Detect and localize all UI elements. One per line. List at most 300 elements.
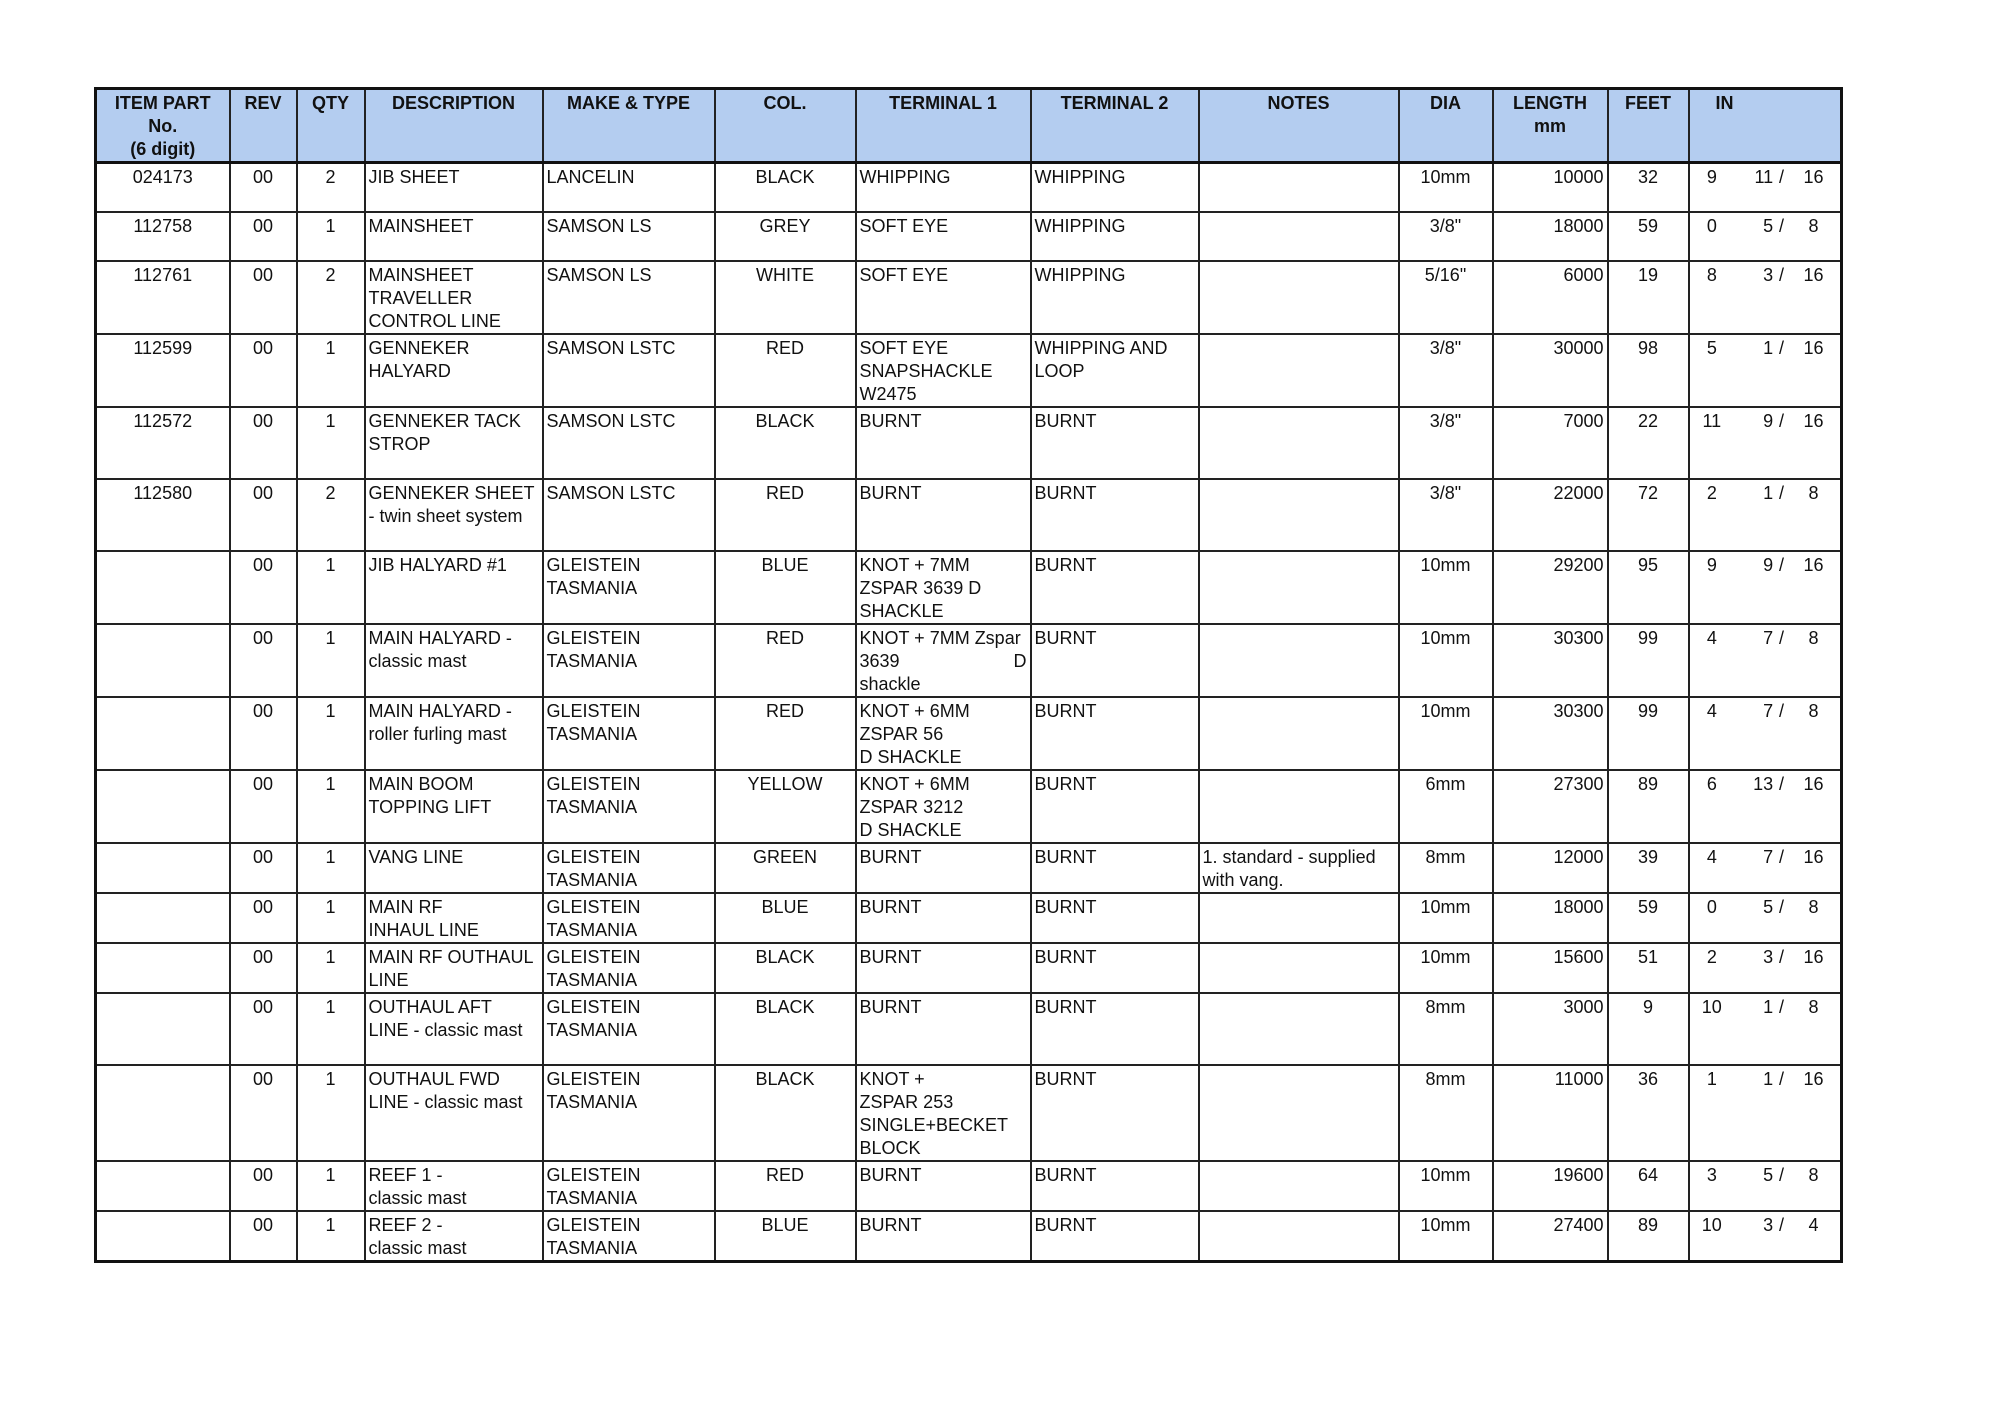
inches-cell xyxy=(1689,770,1842,843)
qty-cell: 1 xyxy=(297,1161,365,1211)
cell-line: ZSPAR 3639 D xyxy=(859,577,982,598)
inches-denominator: 8 xyxy=(1808,896,1819,917)
part-number-cell: 112761 xyxy=(96,261,230,334)
cell-line: KNOT + 6MM xyxy=(859,700,970,721)
cell-line: MAIN HALYARD - xyxy=(368,700,512,721)
cell-line: BURNT xyxy=(1034,846,1097,867)
fraction-slash: / xyxy=(1779,1164,1785,1185)
dia-cell: 8mm xyxy=(1399,993,1493,1065)
length-mm-cell: 30000 xyxy=(1493,334,1608,407)
header-rev: REV xyxy=(230,89,297,163)
terminal-1-cell xyxy=(856,993,1031,1065)
header-row xyxy=(96,89,1842,163)
description-cell xyxy=(365,261,543,334)
cell-line: GLEISTEIN xyxy=(546,627,641,648)
cell-line: BURNT xyxy=(859,482,922,503)
description-cell xyxy=(365,334,543,407)
terminal-1-cell xyxy=(856,261,1031,334)
inches-fraction xyxy=(1693,946,1838,969)
rev-cell: 00 xyxy=(230,624,297,697)
inches-numerator: 13 xyxy=(1753,773,1774,794)
feet-cell: 59 xyxy=(1608,893,1689,943)
terminal-1-cell xyxy=(856,843,1031,893)
qty-cell: 1 xyxy=(297,1211,365,1262)
length-mm-cell: 11000 xyxy=(1493,1065,1608,1161)
part-number-cell xyxy=(96,1065,230,1161)
fraction-slash: / xyxy=(1779,167,1785,187)
inches-fraction xyxy=(1693,846,1838,869)
make-type-cell xyxy=(543,1161,715,1211)
inches-cell xyxy=(1689,407,1842,479)
terminal-1-cell xyxy=(856,163,1031,212)
fraction-slash: / xyxy=(1779,700,1785,721)
cell-line: REEF 2 - xyxy=(368,1214,443,1235)
fraction-slash: / xyxy=(1779,264,1785,285)
cell-line: SNAPSHACKLE xyxy=(859,360,993,381)
inches-whole: 10 xyxy=(1701,996,1722,1017)
cell-line: MAIN HALYARD - xyxy=(368,627,512,648)
cell-line: GLEISTEIN xyxy=(546,896,641,917)
fraction-slash: / xyxy=(1779,946,1785,967)
table-row xyxy=(96,212,1842,261)
cell-line: LINE xyxy=(368,969,409,990)
length-mm-cell: 3000 xyxy=(1493,993,1608,1065)
part-number-cell: 112758 xyxy=(96,212,230,261)
inches-cell xyxy=(1689,1161,1842,1211)
table-row xyxy=(96,479,1842,551)
cell-line: BURNT xyxy=(859,896,922,917)
inches-denominator: 16 xyxy=(1803,264,1824,285)
terminal-1-cell xyxy=(856,893,1031,943)
inches-whole: 11 xyxy=(1702,410,1722,431)
make-type-cell xyxy=(543,163,715,212)
inches-cell xyxy=(1689,551,1842,624)
inches-denominator: 16 xyxy=(1803,773,1824,794)
cell-line: BLOCK xyxy=(859,1137,921,1158)
feet-cell: 89 xyxy=(1608,1211,1689,1262)
inches-cell xyxy=(1689,943,1842,993)
notes-cell xyxy=(1199,261,1399,334)
make-type-cell xyxy=(543,770,715,843)
terminal-2-cell xyxy=(1031,697,1199,770)
feet-cell: 32 xyxy=(1608,163,1689,212)
length-mm-cell: 6000 xyxy=(1493,261,1608,334)
cell-line: VANG LINE xyxy=(368,846,464,867)
cell-line: SAMSON LSTC xyxy=(546,337,676,358)
cell-line: SHACKLE xyxy=(859,600,944,621)
cell-line: TASMANIA xyxy=(546,969,638,990)
inches-numerator: 7 xyxy=(1763,846,1774,867)
description-cell xyxy=(365,407,543,479)
cell-line: GLEISTEIN xyxy=(546,846,641,867)
terminal-2-cell xyxy=(1031,993,1199,1065)
dia-cell: 10mm xyxy=(1399,163,1493,212)
header-feet: FEET xyxy=(1608,89,1689,163)
terminal-1-cell xyxy=(856,334,1031,407)
cell-line: OUTHAUL FWD xyxy=(368,1068,500,1089)
inches-denominator: 16 xyxy=(1803,410,1824,431)
terminal-1-cell xyxy=(856,1211,1031,1262)
inches-cell xyxy=(1689,624,1842,697)
inches-denominator: 16 xyxy=(1803,554,1824,575)
make-type-cell xyxy=(543,893,715,943)
rev-cell: 00 xyxy=(230,993,297,1065)
inches-cell xyxy=(1689,479,1842,551)
cell-line: GENNEKER xyxy=(368,337,470,358)
inches-denominator: 16 xyxy=(1803,946,1824,967)
inches-cell xyxy=(1689,893,1842,943)
description-cell xyxy=(365,1211,543,1262)
description-cell xyxy=(365,163,543,212)
part-number-cell xyxy=(96,993,230,1065)
cell-line: D SHACKLE xyxy=(859,819,962,840)
make-type-cell xyxy=(543,993,715,1065)
part-number-cell: 112599 xyxy=(96,334,230,407)
colour-cell: RED xyxy=(715,479,856,551)
cell-line: WHIPPING xyxy=(1034,167,1126,187)
description-cell xyxy=(365,1161,543,1211)
inches-denominator: 16 xyxy=(1803,167,1824,187)
feet-cell: 98 xyxy=(1608,334,1689,407)
dia-cell: 10mm xyxy=(1399,1211,1493,1262)
notes-cell xyxy=(1199,1065,1399,1161)
dia-cell: 10mm xyxy=(1399,697,1493,770)
cell-line: REEF 1 - xyxy=(368,1164,443,1185)
fraction-slash: / xyxy=(1779,896,1785,917)
feet-cell: 19 xyxy=(1608,261,1689,334)
table-row xyxy=(96,770,1842,843)
inches-denominator: 8 xyxy=(1808,1164,1819,1185)
inches-numerator: 5 xyxy=(1763,896,1774,917)
notes-cell xyxy=(1199,479,1399,551)
inches-numerator: 1 xyxy=(1763,996,1774,1017)
inches-denominator: 8 xyxy=(1808,996,1819,1017)
terminal-2-cell xyxy=(1031,212,1199,261)
terminal-2-cell xyxy=(1031,261,1199,334)
header-description: DESCRIPTION xyxy=(365,89,543,163)
colour-cell: RED xyxy=(715,1161,856,1211)
cell-line: BURNT xyxy=(859,1214,922,1235)
colour-cell: BLUE xyxy=(715,1211,856,1262)
inches-denominator: 16 xyxy=(1803,337,1824,358)
cell-line: JIB SHEET xyxy=(368,167,460,187)
length-mm-cell: 22000 xyxy=(1493,479,1608,551)
part-number-cell xyxy=(96,770,230,843)
cell-line: TASMANIA xyxy=(546,1237,638,1258)
rev-cell: 00 xyxy=(230,1065,297,1161)
rev-cell: 00 xyxy=(230,407,297,479)
fraction-slash: / xyxy=(1779,846,1785,867)
inches-whole: 5 xyxy=(1706,337,1717,358)
inches-whole: 4 xyxy=(1706,700,1717,721)
inches-fraction xyxy=(1693,337,1838,360)
description-cell xyxy=(365,893,543,943)
rev-cell: 00 xyxy=(230,261,297,334)
cell-line: ZSPAR 56 xyxy=(859,723,944,744)
length-mm-cell: 27400 xyxy=(1493,1211,1608,1262)
terminal-1-cell xyxy=(856,770,1031,843)
description-cell xyxy=(365,1065,543,1161)
inches-cell xyxy=(1689,334,1842,407)
inches-whole: 6 xyxy=(1706,773,1717,794)
cell-line: SINGLE+BECKET xyxy=(859,1114,1009,1135)
notes-cell xyxy=(1199,843,1399,893)
inches-whole: 4 xyxy=(1706,627,1717,648)
header-length: LENGTH mm xyxy=(1493,89,1608,163)
colour-cell: RED xyxy=(715,697,856,770)
make-type-cell xyxy=(543,624,715,697)
cell-line: BURNT xyxy=(859,946,922,967)
cell-line: ZSPAR 3212 xyxy=(859,796,964,817)
qty-cell: 1 xyxy=(297,551,365,624)
inches-denominator: 8 xyxy=(1808,627,1819,648)
part-number-cell xyxy=(96,697,230,770)
header-dia: DIA xyxy=(1399,89,1493,163)
inches-cell xyxy=(1689,1211,1842,1262)
cell-line: BURNT xyxy=(859,846,922,867)
fraction-slash: / xyxy=(1779,410,1785,431)
cell-line: BURNT xyxy=(1034,554,1097,575)
cell-line: 1. standard - supplied xyxy=(1202,846,1376,867)
cell-line: classic mast xyxy=(368,1237,467,1258)
qty-cell: 2 xyxy=(297,261,365,334)
make-type-cell xyxy=(543,943,715,993)
terminal-1-cell xyxy=(856,551,1031,624)
cell-line: SAMSON LSTC xyxy=(546,410,676,431)
inches-numerator: 11 xyxy=(1754,167,1774,187)
colour-cell: BLACK xyxy=(715,993,856,1065)
cell-line: GLEISTEIN xyxy=(546,554,641,575)
inches-denominator: 8 xyxy=(1808,700,1819,721)
inches-numerator: 1 xyxy=(1763,482,1774,503)
cell-line: ZSPAR 253 xyxy=(859,1091,954,1112)
feet-cell: 64 xyxy=(1608,1161,1689,1211)
cell-line: TASMANIA xyxy=(546,1187,638,1208)
length-mm-cell: 18000 xyxy=(1493,893,1608,943)
terminal-2-cell xyxy=(1031,770,1199,843)
dia-cell: 8mm xyxy=(1399,843,1493,893)
part-number-cell xyxy=(96,624,230,697)
part-number-cell: 112572 xyxy=(96,407,230,479)
inches-numerator: 1 xyxy=(1763,1068,1774,1089)
header-col: COL. xyxy=(715,89,856,163)
inches-fraction xyxy=(1693,264,1838,287)
cell-line: WHIPPING xyxy=(1034,264,1126,285)
make-type-cell xyxy=(543,261,715,334)
cell-line: SAMSON LS xyxy=(546,264,652,285)
cell-line: INHAUL LINE xyxy=(368,919,479,940)
dia-cell: 5/16" xyxy=(1399,261,1493,334)
inches-whole: 8 xyxy=(1706,264,1717,285)
dia-cell: 3/8" xyxy=(1399,334,1493,407)
cell-line: GLEISTEIN xyxy=(546,700,641,721)
cell-line: classic mast xyxy=(368,1187,467,1208)
table-row xyxy=(96,163,1842,212)
cell-line: KNOT + 7MM xyxy=(859,554,970,575)
rev-cell: 00 xyxy=(230,334,297,407)
colour-cell: BLACK xyxy=(715,407,856,479)
cell-line: CONTROL LINE xyxy=(368,310,501,331)
inches-whole: 3 xyxy=(1706,1164,1717,1185)
inches-whole: 1 xyxy=(1706,1068,1717,1089)
cell-line: TASMANIA xyxy=(546,723,638,744)
cell-line: SOFT EYE xyxy=(859,264,949,285)
description-cell xyxy=(365,843,543,893)
table-row xyxy=(96,407,1842,479)
terminal-1-cell xyxy=(856,407,1031,479)
dia-cell: 10mm xyxy=(1399,624,1493,697)
cell-line: WHIPPING xyxy=(1034,215,1126,236)
cell-line: LINE - classic mast xyxy=(368,1019,523,1040)
header-item-part: ITEM PART No. (6 digit) xyxy=(96,89,230,163)
inches-denominator: 4 xyxy=(1808,1214,1819,1235)
inches-cell xyxy=(1689,212,1842,261)
cell-line: BURNT xyxy=(1034,773,1097,794)
inches-whole: 0 xyxy=(1706,215,1717,236)
inches-whole: 10 xyxy=(1701,1214,1722,1235)
description-cell xyxy=(365,697,543,770)
inches-fraction xyxy=(1693,773,1838,796)
rev-cell: 00 xyxy=(230,770,297,843)
terminal-2-cell xyxy=(1031,1065,1199,1161)
make-type-cell xyxy=(543,697,715,770)
cell-line: BURNT xyxy=(1034,1164,1097,1185)
cell-line: BURNT xyxy=(859,996,922,1017)
make-type-cell xyxy=(543,407,715,479)
inches-whole: 0 xyxy=(1706,896,1717,917)
table-row xyxy=(96,993,1842,1065)
cell-line: GLEISTEIN xyxy=(546,946,641,967)
terminal-2-cell xyxy=(1031,893,1199,943)
dia-cell: 10mm xyxy=(1399,893,1493,943)
rev-cell: 00 xyxy=(230,551,297,624)
dia-cell: 10mm xyxy=(1399,1161,1493,1211)
cell-line: MAINSHEET xyxy=(368,215,474,236)
cell-line: GLEISTEIN xyxy=(546,1068,641,1089)
terminal-2-cell xyxy=(1031,551,1199,624)
rev-cell: 00 xyxy=(230,212,297,261)
colour-cell: WHITE xyxy=(715,261,856,334)
colour-cell: BLACK xyxy=(715,163,856,212)
length-mm-cell: 10000 xyxy=(1493,163,1608,212)
length-mm-cell: 30300 xyxy=(1493,697,1608,770)
fraction-slash: / xyxy=(1779,1068,1785,1089)
fraction-slash: / xyxy=(1779,337,1785,358)
feet-cell: 99 xyxy=(1608,697,1689,770)
qty-cell: 1 xyxy=(297,624,365,697)
notes-cell xyxy=(1199,163,1399,212)
cell-line: WHIPPING xyxy=(859,167,951,187)
length-mm-cell: 12000 xyxy=(1493,843,1608,893)
cell-line: with vang. xyxy=(1202,869,1284,890)
part-number-cell xyxy=(96,893,230,943)
inches-numerator: 3 xyxy=(1763,946,1774,967)
description-cell xyxy=(365,770,543,843)
rev-cell: 00 xyxy=(230,479,297,551)
colour-cell: YELLOW xyxy=(715,770,856,843)
fraction-slash: / xyxy=(1779,215,1785,236)
dia-cell: 6mm xyxy=(1399,770,1493,843)
terminal-2-cell xyxy=(1031,624,1199,697)
qty-cell: 1 xyxy=(297,334,365,407)
table-row xyxy=(96,624,1842,697)
header-terminal-2: TERMINAL 2 xyxy=(1031,89,1199,163)
fraction-slash: / xyxy=(1779,996,1785,1017)
inches-cell xyxy=(1689,261,1842,334)
make-type-cell xyxy=(543,334,715,407)
rev-cell: 00 xyxy=(230,1211,297,1262)
fraction-slash: / xyxy=(1779,482,1785,503)
notes-cell xyxy=(1199,697,1399,770)
qty-cell: 1 xyxy=(297,407,365,479)
dia-cell: 3/8" xyxy=(1399,479,1493,551)
inches-fraction xyxy=(1693,1164,1838,1187)
colour-cell: RED xyxy=(715,624,856,697)
terminal-1-cell xyxy=(856,697,1031,770)
part-number-cell xyxy=(96,943,230,993)
cell-line: MAINSHEET xyxy=(368,264,474,285)
table-row xyxy=(96,551,1842,624)
inches-denominator: 8 xyxy=(1808,215,1819,236)
make-type-cell xyxy=(543,212,715,261)
cell-line: BURNT xyxy=(1034,627,1097,648)
header-qty: QTY xyxy=(297,89,365,163)
cell-line: TASMANIA xyxy=(546,869,638,890)
cell-line: BURNT xyxy=(1034,482,1097,503)
cell-line: LANCELIN xyxy=(546,167,635,187)
cell-line: GENNEKER SHEET xyxy=(368,482,535,503)
cell-line: TASMANIA xyxy=(546,1091,638,1112)
qty-cell: 2 xyxy=(297,163,365,212)
length-mm-cell: 7000 xyxy=(1493,407,1608,479)
terminal-1-cell xyxy=(856,624,1031,697)
feet-cell: 39 xyxy=(1608,843,1689,893)
inches-fraction xyxy=(1693,627,1838,650)
terminal-2-cell xyxy=(1031,843,1199,893)
feet-cell: 51 xyxy=(1608,943,1689,993)
inches-denominator: 16 xyxy=(1803,846,1824,867)
header-make-type: MAKE & TYPE xyxy=(543,89,715,163)
table-row xyxy=(96,843,1842,893)
cell-line: TRAVELLER xyxy=(368,287,473,308)
colour-cell: GREEN xyxy=(715,843,856,893)
inches-numerator: 9 xyxy=(1763,554,1774,575)
inches-fraction xyxy=(1693,996,1838,1019)
cell-line: MAIN BOOM xyxy=(368,773,474,794)
cell-line: LOOP xyxy=(1034,360,1085,381)
inches-numerator: 5 xyxy=(1763,1164,1774,1185)
qty-cell: 1 xyxy=(297,993,365,1065)
cell-line: W2475 xyxy=(859,383,917,404)
cell-line: SOFT EYE xyxy=(859,215,949,236)
inches-fraction xyxy=(1693,700,1838,723)
cell-line: OUTHAUL AFT xyxy=(368,996,492,1017)
inches-numerator: 5 xyxy=(1763,215,1774,236)
cell-line: TOPPING LIFT xyxy=(368,796,492,817)
terminal-2-cell xyxy=(1031,1211,1199,1262)
terminal-1-cell xyxy=(856,943,1031,993)
cell-line: HALYARD xyxy=(368,360,451,381)
notes-cell xyxy=(1199,943,1399,993)
terminal-2-cell xyxy=(1031,943,1199,993)
feet-cell: 95 xyxy=(1608,551,1689,624)
cell-line: BURNT xyxy=(859,1164,922,1185)
notes-cell xyxy=(1199,551,1399,624)
cell-line: BURNT xyxy=(1034,700,1097,721)
inches-denominator: 8 xyxy=(1808,482,1819,503)
terminal-1-cell xyxy=(856,212,1031,261)
inches-whole: 9 xyxy=(1706,167,1717,187)
